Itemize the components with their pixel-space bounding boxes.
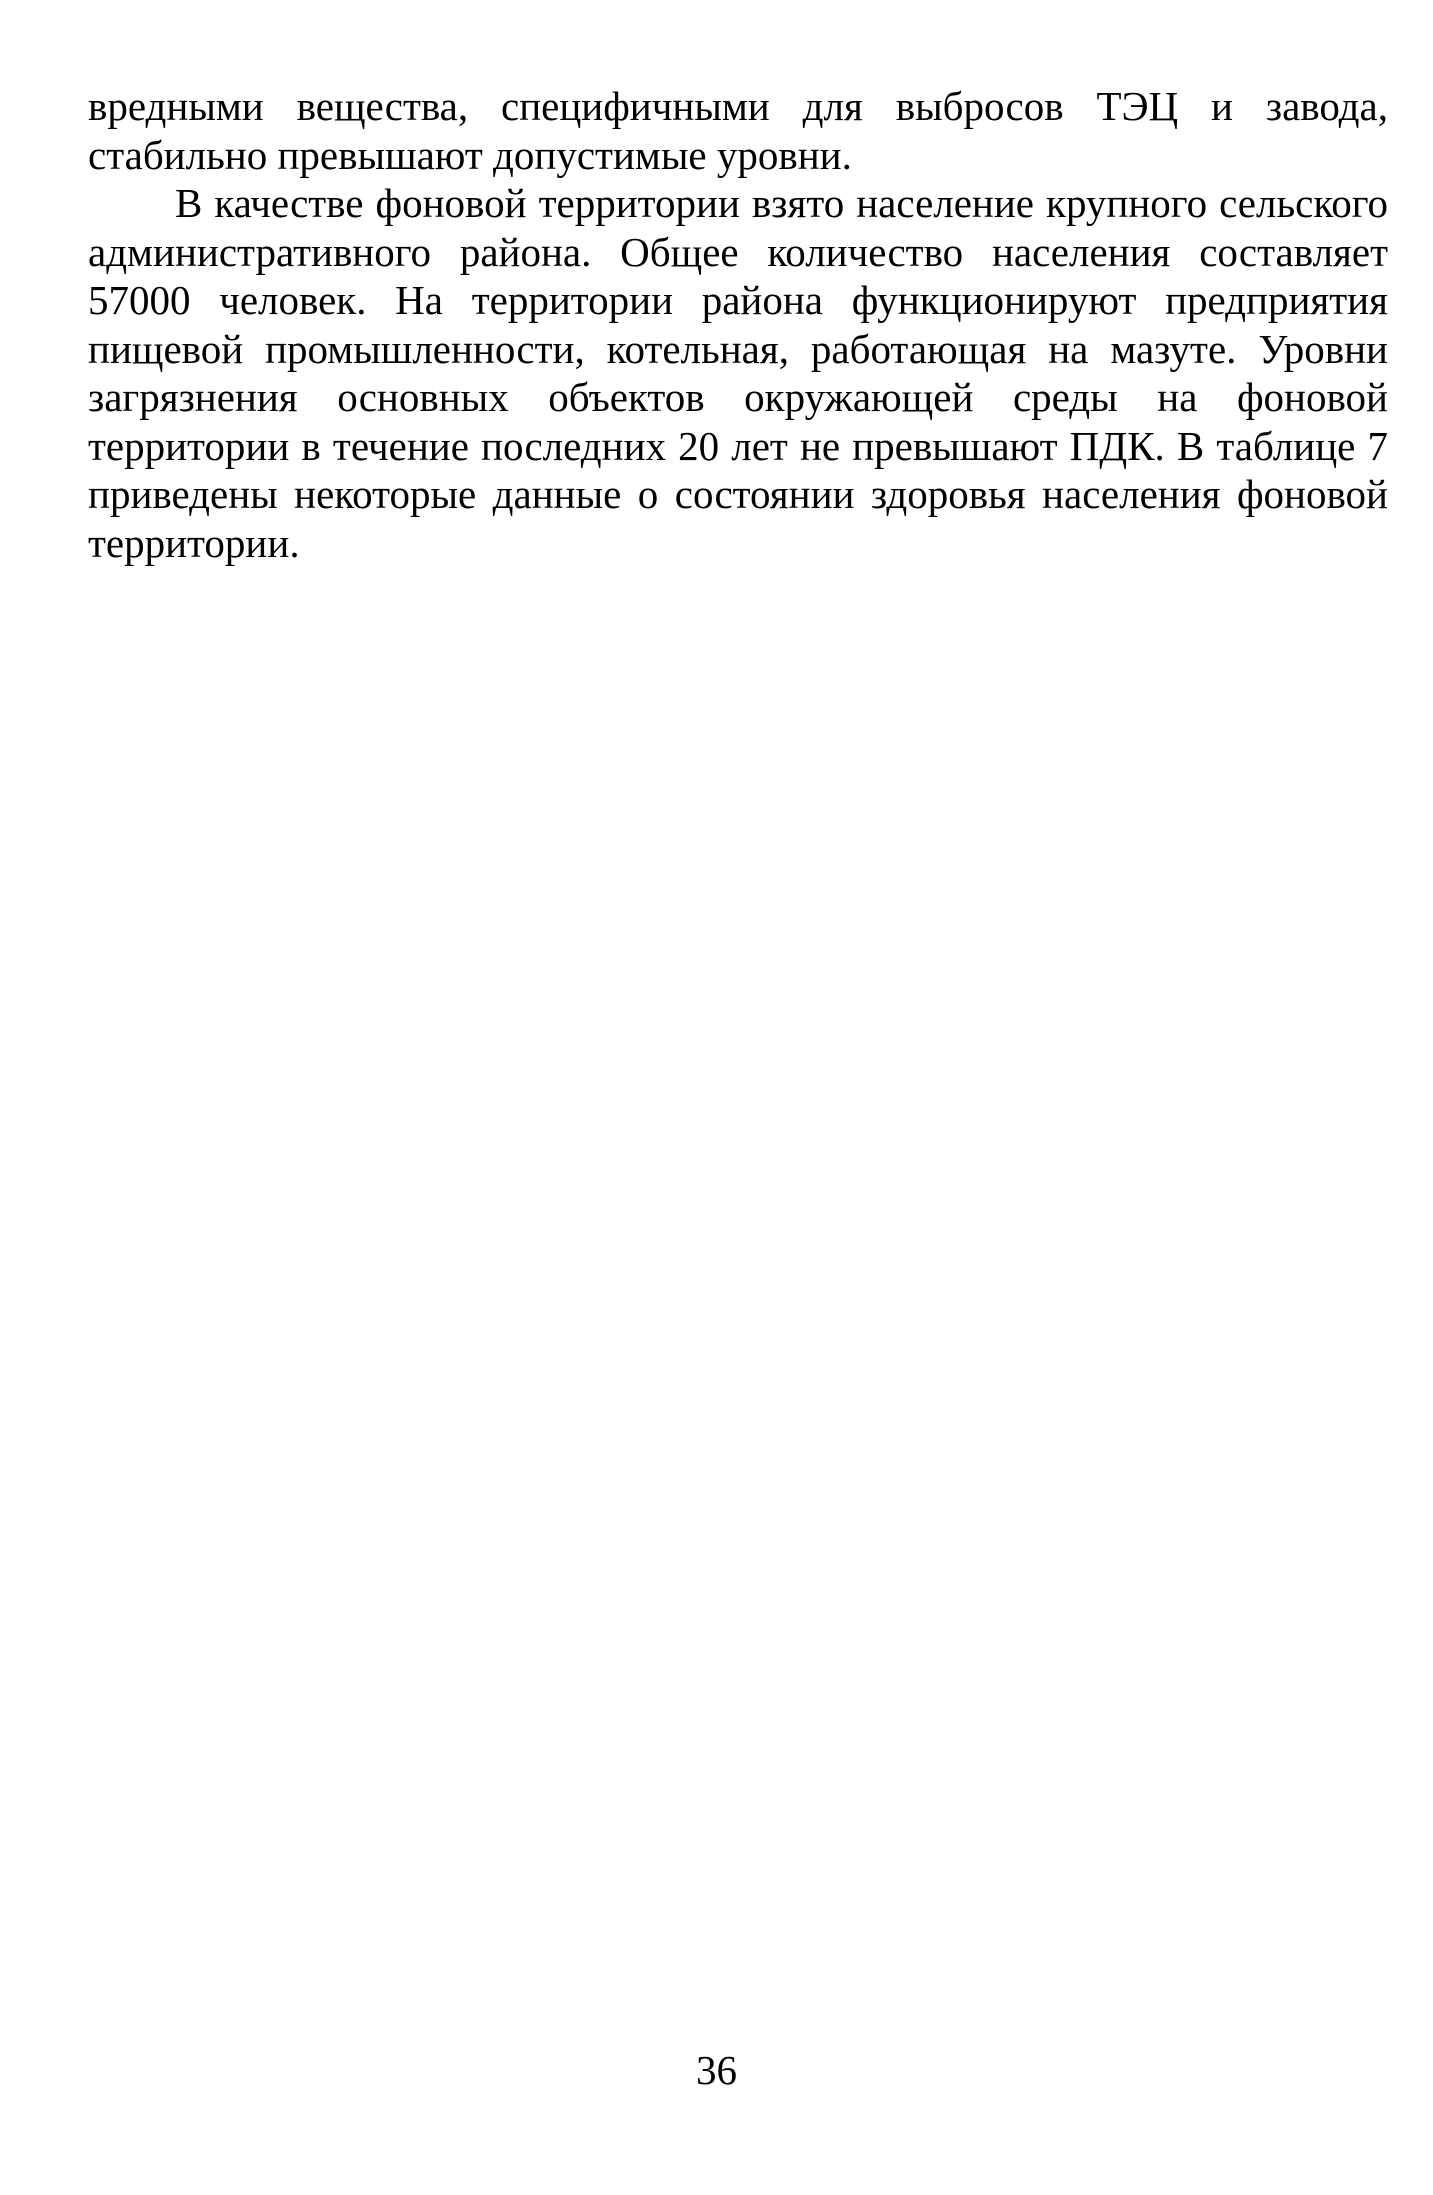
page-number: 36 — [696, 2047, 737, 2093]
paragraph-continuation: вредными вещества, специфичными для выбросов ТЭЦ и завода, стабильно превышают допустимые уровни. — [88, 83, 1388, 178]
paragraph-background-territory: В качестве фоновой территории взято население крупного сельского административного района. Общее количество населения составляет 57000 человек. На территории района функционируют предприятия пищевой промышленности, котельная, работающая на мазуте. Уровни загрязнения основных объектов окружающей среды на фоновой территории в течение последних 20 лет не превышают ПДК. В таблице 7 приведены некоторые данные о состоянии здоровья населения фоновой территории. — [88, 180, 1388, 566]
page-body-text — [88, 82, 1388, 567]
